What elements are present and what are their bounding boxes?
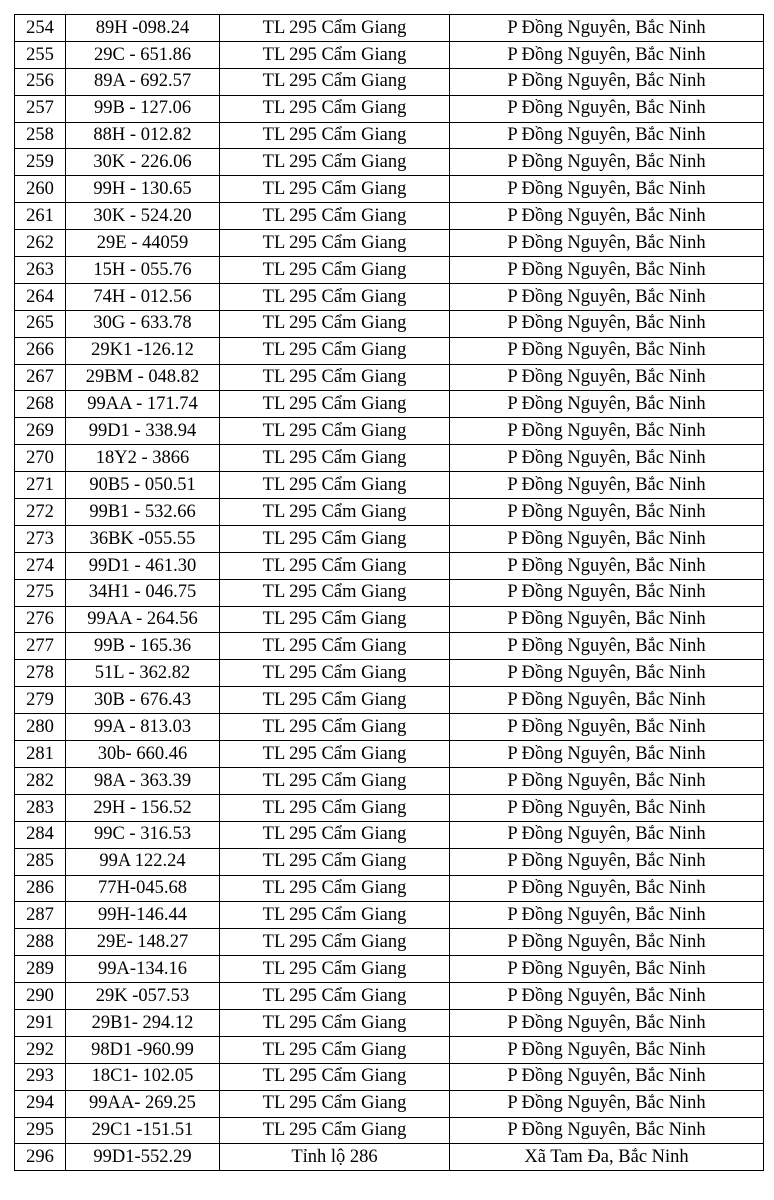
row-number-cell: 257: [15, 95, 66, 122]
road-cell: TL 295 Cẩm Giang: [220, 15, 450, 42]
location-cell: P Đồng Nguyên, Bắc Ninh: [450, 445, 764, 472]
license-plate-cell: 18Y2 - 3866: [66, 445, 220, 472]
license-plate-cell: 98A - 363.39: [66, 767, 220, 794]
row-number-cell: 256: [15, 68, 66, 95]
table-row: [15, 848, 764, 875]
location-cell: P Đồng Nguyên, Bắc Ninh: [450, 95, 764, 122]
license-plate-cell: 99A 122.24: [66, 848, 220, 875]
license-plate-cell: 99H-146.44: [66, 902, 220, 929]
row-number-cell: 296: [15, 1144, 66, 1171]
table-row: [15, 929, 764, 956]
location-cell: P Đồng Nguyên, Bắc Ninh: [450, 472, 764, 499]
row-number-cell: 294: [15, 1090, 66, 1117]
license-plate-cell: 99D1 - 338.94: [66, 418, 220, 445]
road-cell: TL 295 Cẩm Giang: [220, 579, 450, 606]
row-number-cell: 289: [15, 956, 66, 983]
road-cell: Tỉnh lộ 286: [220, 1144, 450, 1171]
location-cell: P Đồng Nguyên, Bắc Ninh: [450, 579, 764, 606]
row-number-cell: 255: [15, 41, 66, 68]
license-plate-cell: 29K1 -126.12: [66, 337, 220, 364]
row-number-cell: 270: [15, 445, 66, 472]
row-number-cell: 287: [15, 902, 66, 929]
location-cell: P Đồng Nguyên, Bắc Ninh: [450, 230, 764, 257]
road-cell: TL 295 Cẩm Giang: [220, 122, 450, 149]
location-cell: P Đồng Nguyên, Bắc Ninh: [450, 283, 764, 310]
row-number-cell: 266: [15, 337, 66, 364]
license-plate-cell: 29K -057.53: [66, 983, 220, 1010]
license-plate-cell: 89A - 692.57: [66, 68, 220, 95]
license-plate-cell: 99B1 - 532.66: [66, 499, 220, 526]
row-number-cell: 259: [15, 149, 66, 176]
table-row: [15, 1090, 764, 1117]
location-cell: P Đồng Nguyên, Bắc Ninh: [450, 552, 764, 579]
license-plate-cell: 77H-045.68: [66, 875, 220, 902]
license-plate-cell: 18C1- 102.05: [66, 1063, 220, 1090]
road-cell: TL 295 Cẩm Giang: [220, 1063, 450, 1090]
table-row: [15, 1144, 764, 1171]
location-cell: P Đồng Nguyên, Bắc Ninh: [450, 149, 764, 176]
location-cell: P Đồng Nguyên, Bắc Ninh: [450, 418, 764, 445]
road-cell: TL 295 Cẩm Giang: [220, 525, 450, 552]
row-number-cell: 292: [15, 1036, 66, 1063]
road-cell: TL 295 Cẩm Giang: [220, 606, 450, 633]
location-cell: P Đồng Nguyên, Bắc Ninh: [450, 176, 764, 203]
row-number-cell: 278: [15, 660, 66, 687]
road-cell: TL 295 Cẩm Giang: [220, 875, 450, 902]
row-number-cell: 271: [15, 472, 66, 499]
location-cell: P Đồng Nguyên, Bắc Ninh: [450, 499, 764, 526]
row-number-cell: 285: [15, 848, 66, 875]
license-plate-cell: 29C1 -151.51: [66, 1117, 220, 1144]
license-plate-cell: 99C - 316.53: [66, 821, 220, 848]
row-number-cell: 283: [15, 794, 66, 821]
location-cell: P Đồng Nguyên, Bắc Ninh: [450, 310, 764, 337]
road-cell: TL 295 Cẩm Giang: [220, 983, 450, 1010]
road-cell: TL 295 Cẩm Giang: [220, 848, 450, 875]
table-row: [15, 552, 764, 579]
road-cell: TL 295 Cẩm Giang: [220, 418, 450, 445]
license-plate-cell: 29BM - 048.82: [66, 364, 220, 391]
road-cell: TL 295 Cẩm Giang: [220, 445, 450, 472]
license-plate-cell: 99A-134.16: [66, 956, 220, 983]
license-plate-cell: 34H1 - 046.75: [66, 579, 220, 606]
road-cell: TL 295 Cẩm Giang: [220, 741, 450, 768]
license-plate-cell: 99D1-552.29: [66, 1144, 220, 1171]
road-cell: TL 295 Cẩm Giang: [220, 1036, 450, 1063]
table-row: [15, 525, 764, 552]
license-plate-cell: 30G - 633.78: [66, 310, 220, 337]
license-plate-cell: 36BK -055.55: [66, 525, 220, 552]
location-cell: P Đồng Nguyên, Bắc Ninh: [450, 606, 764, 633]
license-plate-cell: 99A - 813.03: [66, 714, 220, 741]
table-row: [15, 176, 764, 203]
table-row: [15, 149, 764, 176]
table-row: [15, 257, 764, 284]
table-row: [15, 230, 764, 257]
row-number-cell: 262: [15, 230, 66, 257]
road-cell: TL 295 Cẩm Giang: [220, 902, 450, 929]
location-cell: P Đồng Nguyên, Bắc Ninh: [450, 1036, 764, 1063]
road-cell: TL 295 Cẩm Giang: [220, 821, 450, 848]
location-cell: P Đồng Nguyên, Bắc Ninh: [450, 68, 764, 95]
road-cell: TL 295 Cẩm Giang: [220, 95, 450, 122]
road-cell: TL 295 Cẩm Giang: [220, 68, 450, 95]
row-number-cell: 269: [15, 418, 66, 445]
row-number-cell: 260: [15, 176, 66, 203]
row-number-cell: 293: [15, 1063, 66, 1090]
table-row: [15, 283, 764, 310]
table-row: [15, 579, 764, 606]
license-plate-cell: 29E- 148.27: [66, 929, 220, 956]
location-cell: P Đồng Nguyên, Bắc Ninh: [450, 714, 764, 741]
road-cell: TL 295 Cẩm Giang: [220, 1009, 450, 1036]
road-cell: TL 295 Cẩm Giang: [220, 230, 450, 257]
table-row: [15, 714, 764, 741]
license-plate-cell: 99B - 127.06: [66, 95, 220, 122]
row-number-cell: 282: [15, 767, 66, 794]
row-number-cell: 273: [15, 525, 66, 552]
table-row: [15, 633, 764, 660]
license-plate-cell: 88H - 012.82: [66, 122, 220, 149]
table-row: [15, 983, 764, 1010]
road-cell: TL 295 Cẩm Giang: [220, 633, 450, 660]
table-row: [15, 606, 764, 633]
table-row: [15, 68, 764, 95]
road-cell: TL 295 Cẩm Giang: [220, 337, 450, 364]
license-plate-cell: 98D1 -960.99: [66, 1036, 220, 1063]
license-plate-cell: 74H - 012.56: [66, 283, 220, 310]
row-number-cell: 284: [15, 821, 66, 848]
table-row: [15, 41, 764, 68]
row-number-cell: 275: [15, 579, 66, 606]
road-cell: TL 295 Cẩm Giang: [220, 472, 450, 499]
location-cell: Xã Tam Đa, Bắc Ninh: [450, 1144, 764, 1171]
location-cell: P Đồng Nguyên, Bắc Ninh: [450, 122, 764, 149]
license-plate-cell: 15H - 055.76: [66, 257, 220, 284]
license-plate-cell: 99B - 165.36: [66, 633, 220, 660]
license-plate-cell: 30K - 524.20: [66, 203, 220, 230]
road-cell: TL 295 Cẩm Giang: [220, 499, 450, 526]
location-cell: P Đồng Nguyên, Bắc Ninh: [450, 660, 764, 687]
table-row: [15, 499, 764, 526]
row-number-cell: 291: [15, 1009, 66, 1036]
table-row: [15, 1009, 764, 1036]
row-number-cell: 286: [15, 875, 66, 902]
table-row: [15, 337, 764, 364]
location-cell: P Đồng Nguyên, Bắc Ninh: [450, 203, 764, 230]
table-row: [15, 364, 764, 391]
road-cell: TL 295 Cẩm Giang: [220, 714, 450, 741]
license-plate-cell: 51L - 362.82: [66, 660, 220, 687]
road-cell: TL 295 Cẩm Giang: [220, 310, 450, 337]
license-plate-cell: 90B5 - 050.51: [66, 472, 220, 499]
row-number-cell: 274: [15, 552, 66, 579]
row-number-cell: 279: [15, 687, 66, 714]
table-row: [15, 391, 764, 418]
row-number-cell: 280: [15, 714, 66, 741]
location-cell: P Đồng Nguyên, Bắc Ninh: [450, 929, 764, 956]
table-row: [15, 660, 764, 687]
table-row: [15, 821, 764, 848]
row-number-cell: 288: [15, 929, 66, 956]
row-number-cell: 277: [15, 633, 66, 660]
location-cell: P Đồng Nguyên, Bắc Ninh: [450, 687, 764, 714]
road-cell: TL 295 Cẩm Giang: [220, 257, 450, 284]
license-plate-cell: 29C - 651.86: [66, 41, 220, 68]
row-number-cell: 254: [15, 15, 66, 42]
license-plate-cell: 29E - 44059: [66, 230, 220, 257]
table-row: [15, 875, 764, 902]
table-row: [15, 95, 764, 122]
license-plate-cell: 30K - 226.06: [66, 149, 220, 176]
row-number-cell: 272: [15, 499, 66, 526]
row-number-cell: 276: [15, 606, 66, 633]
road-cell: TL 295 Cẩm Giang: [220, 1117, 450, 1144]
location-cell: P Đồng Nguyên, Bắc Ninh: [450, 1063, 764, 1090]
table-row: [15, 203, 764, 230]
road-cell: TL 295 Cẩm Giang: [220, 794, 450, 821]
road-cell: TL 295 Cẩm Giang: [220, 687, 450, 714]
license-plate-cell: 89H -098.24: [66, 15, 220, 42]
location-cell: P Đồng Nguyên, Bắc Ninh: [450, 821, 764, 848]
license-plate-cell: 29B1- 294.12: [66, 1009, 220, 1036]
table-row: [15, 1117, 764, 1144]
table-row: [15, 1063, 764, 1090]
road-cell: TL 295 Cẩm Giang: [220, 283, 450, 310]
row-number-cell: 281: [15, 741, 66, 768]
road-cell: TL 295 Cẩm Giang: [220, 41, 450, 68]
license-plate-cell: 29H - 156.52: [66, 794, 220, 821]
table-row: [15, 445, 764, 472]
license-plate-cell: 99D1 - 461.30: [66, 552, 220, 579]
location-cell: P Đồng Nguyên, Bắc Ninh: [450, 633, 764, 660]
license-plate-cell: 99AA- 269.25: [66, 1090, 220, 1117]
table-row: [15, 794, 764, 821]
location-cell: P Đồng Nguyên, Bắc Ninh: [450, 1009, 764, 1036]
row-number-cell: 263: [15, 257, 66, 284]
location-cell: P Đồng Nguyên, Bắc Ninh: [450, 1117, 764, 1144]
road-cell: TL 295 Cẩm Giang: [220, 149, 450, 176]
license-plate-cell: 99AA - 171.74: [66, 391, 220, 418]
road-cell: TL 295 Cẩm Giang: [220, 767, 450, 794]
row-number-cell: 265: [15, 310, 66, 337]
location-cell: P Đồng Nguyên, Bắc Ninh: [450, 364, 764, 391]
table-row: [15, 418, 764, 445]
location-cell: P Đồng Nguyên, Bắc Ninh: [450, 1090, 764, 1117]
road-cell: TL 295 Cẩm Giang: [220, 956, 450, 983]
road-cell: TL 295 Cẩm Giang: [220, 929, 450, 956]
location-cell: P Đồng Nguyên, Bắc Ninh: [450, 767, 764, 794]
location-cell: P Đồng Nguyên, Bắc Ninh: [450, 875, 764, 902]
row-number-cell: 258: [15, 122, 66, 149]
violations-table: [14, 14, 764, 1171]
location-cell: P Đồng Nguyên, Bắc Ninh: [450, 902, 764, 929]
row-number-cell: 261: [15, 203, 66, 230]
table-row: [15, 310, 764, 337]
license-plate-cell: 99H - 130.65: [66, 176, 220, 203]
table-row: [15, 956, 764, 983]
table-body: [15, 15, 764, 1171]
road-cell: TL 295 Cẩm Giang: [220, 176, 450, 203]
location-cell: P Đồng Nguyên, Bắc Ninh: [450, 257, 764, 284]
table-row: [15, 687, 764, 714]
table-row: [15, 902, 764, 929]
license-plate-cell: 30b- 660.46: [66, 741, 220, 768]
location-cell: P Đồng Nguyên, Bắc Ninh: [450, 337, 764, 364]
location-cell: P Đồng Nguyên, Bắc Ninh: [450, 15, 764, 42]
location-cell: P Đồng Nguyên, Bắc Ninh: [450, 956, 764, 983]
location-cell: P Đồng Nguyên, Bắc Ninh: [450, 848, 764, 875]
road-cell: TL 295 Cẩm Giang: [220, 660, 450, 687]
table-row: [15, 472, 764, 499]
table-row: [15, 15, 764, 42]
row-number-cell: 267: [15, 364, 66, 391]
table-row: [15, 122, 764, 149]
road-cell: TL 295 Cẩm Giang: [220, 391, 450, 418]
table-row: [15, 741, 764, 768]
table-row: [15, 1036, 764, 1063]
road-cell: TL 295 Cẩm Giang: [220, 1090, 450, 1117]
location-cell: P Đồng Nguyên, Bắc Ninh: [450, 794, 764, 821]
road-cell: TL 295 Cẩm Giang: [220, 552, 450, 579]
location-cell: P Đồng Nguyên, Bắc Ninh: [450, 983, 764, 1010]
location-cell: P Đồng Nguyên, Bắc Ninh: [450, 741, 764, 768]
row-number-cell: 290: [15, 983, 66, 1010]
road-cell: TL 295 Cẩm Giang: [220, 203, 450, 230]
location-cell: P Đồng Nguyên, Bắc Ninh: [450, 41, 764, 68]
location-cell: P Đồng Nguyên, Bắc Ninh: [450, 391, 764, 418]
row-number-cell: 295: [15, 1117, 66, 1144]
table-row: [15, 767, 764, 794]
row-number-cell: 264: [15, 283, 66, 310]
location-cell: P Đồng Nguyên, Bắc Ninh: [450, 525, 764, 552]
row-number-cell: 268: [15, 391, 66, 418]
license-plate-cell: 30B - 676.43: [66, 687, 220, 714]
license-plate-cell: 99AA - 264.56: [66, 606, 220, 633]
road-cell: TL 295 Cẩm Giang: [220, 364, 450, 391]
